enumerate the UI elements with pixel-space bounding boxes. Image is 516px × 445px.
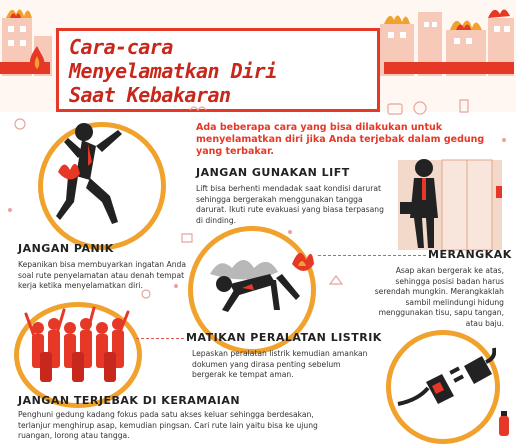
- body-lift: Lift bisa berhenti mendadak saat kondisi darurat sehingga bergerakah menggunakan tangga darurat. Ikuti rute evakuasi yang biasa terpasang di dinding.: [196, 184, 384, 225]
- heading-crawl: MERANGKAK: [428, 248, 512, 261]
- title-line-3: Saat Kebakaran: [69, 83, 231, 107]
- elevator-icon: [398, 132, 508, 252]
- heading-panic: JANGAN PANIK: [18, 242, 114, 255]
- intro-text: Ada beberapa cara yang bisa dilakukan untuk menyelamatkan diri jika Anda terjebak dalam gedung yang terbakar.: [196, 122, 485, 157]
- body-panic: Kepanikan bisa membuyarkan ingatan Anda soal rute penyelamatan atau denah tempat kerja ketika menyelamatkan diri.: [18, 260, 187, 290]
- divider-merangkak: [318, 255, 426, 256]
- body-crowd: Penghuni gedung kadang fokus pada satu akses keluar sehingga berdesakan, terlanjur menghirup asap, kemudian pingsan. Cari rute lain yaitu bisa ke ujung ruangan, lorong atau tangga.: [18, 410, 318, 440]
- body-electric: Lepaskan peralatan listrik kemudian amankan dokumen yang dirasa penting sebelum bergerak ke tempat aman.: [192, 349, 368, 379]
- body-crawl: Asap akan bergerak ke atas, sehingga posisi badan harus serendah mungkin. Merangkaklah sambil melindungi hidung menggunakan tisu, sapu tangan, atau baju.: [374, 266, 504, 328]
- divider-listrik: [136, 338, 184, 339]
- heading-electric: MATIKAN PERALATAN LISTRIK: [186, 331, 382, 344]
- heading-lift: JANGAN GUNAKAN LIFT: [196, 166, 350, 179]
- running-man-icon: [44, 112, 154, 238]
- crowd-icon: [14, 300, 144, 396]
- title-line-1: Cara-cara: [69, 35, 173, 59]
- plug-icon: [392, 344, 496, 424]
- fire-extinguisher-icon: [496, 408, 512, 438]
- title-line-2: Menyelamatkan Diri: [69, 59, 277, 83]
- crawling-man-icon: [196, 244, 316, 324]
- heading-crowd: JANGAN TERJEBAK DI KERAMAIAN: [18, 394, 241, 407]
